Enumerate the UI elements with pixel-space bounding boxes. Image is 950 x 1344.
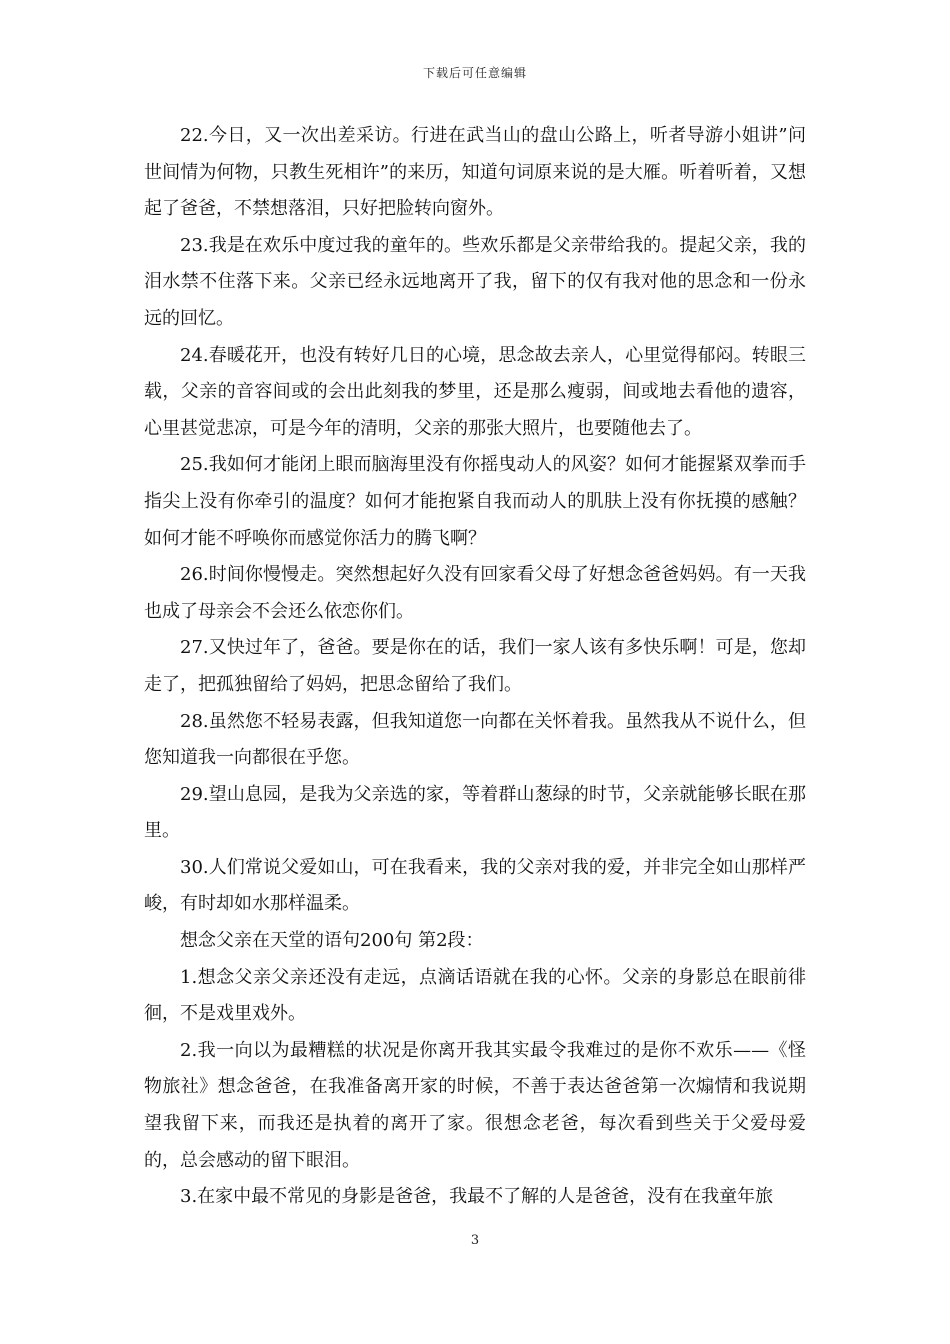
paragraph-24: 24.春暖花开，也没有转好几日的心境，思念故去亲人，心里觉得郁闷。转眼三载，父亲的音容间或的会出此刻我的梦里，还是那么瘦弱，间或地去看他的遗容，心里甚觉悲凉，可是今年的清明，父亲的那张大照片，也要随他去了。 bbox=[144, 344, 806, 439]
paragraph-23: 23.我是在欢乐中度过我的童年的。些欢乐都是父亲带给我的。提起父亲，我的泪水禁不住落下来。父亲已经永远地离开了我，留下的仅有我对他的思念和一份永远的回忆。 bbox=[144, 234, 806, 329]
page-number: 3 bbox=[470, 1233, 480, 1248]
body-text bbox=[144, 118, 806, 1216]
paragraph-29: 29.望山息园，是我为父亲选的家，等着群山葱绿的时节，父亲就能够长眠在那里。 bbox=[144, 783, 806, 842]
paragraph-3: 3.在家中最不常见的身影是爸爸，我最不了解的人是爸爸，没有在我童年旅 bbox=[180, 1186, 774, 1208]
paragraph-1: 1.想念父亲父亲还没有走远，点滴话语就在我的心怀。父亲的身影总在眼前徘徊，不是戏里戏外。 bbox=[144, 966, 806, 1025]
section-heading: 想念父亲在天堂的语句200句 第2段： bbox=[180, 930, 484, 952]
page-header: 下载后可任意编辑 bbox=[422, 66, 527, 80]
paragraph-26: 26.时间你慢慢走。突然想起好久没有回家看父母了好想念爸爸妈妈。有一天我也成了母亲会不会还么依恋你们。 bbox=[144, 564, 806, 622]
paragraph-30: 30.人们常说父爱如山，可在我看来，我的父亲对我的爱，并非完全如山那样严峻，有时却如水那样温柔。 bbox=[144, 856, 806, 915]
paragraph-27: 27.又快过年了，爸爸。要是你在的话，我们一家人该有多快乐啊！可是，您却走了，把孤独留给了妈妈，把思念留给了我们。 bbox=[144, 637, 806, 695]
paragraph-28: 28.虽然您不轻易表露，但我知道您一向都在关怀着我。虽然我从不说什么，但您知道我一向都很在乎您。 bbox=[144, 710, 806, 769]
paragraph-25: 25.我如何才能闭上眼而脑海里没有你摇曳动人的风姿？如何才能握紧双拳而手指尖上没有你牵引的温度？如何才能抱紧自我而动人的肌肤上没有你抚摸的感触？如何才能不呼唤你而感觉你活力的腾飞啊？ bbox=[144, 454, 806, 549]
paragraph-22: 22.今日，又一次出差采访。行进在武当山的盘山公路上，听者导游小姐讲”问世间情为何物，只教生死相许”的来历，知道句词原来说的是大雁。听着听着，又想起了爸爸，不禁想落泪，只好把脸转向窗外。 bbox=[144, 125, 806, 220]
paragraph-2: 2.我一向以为最糟糕的状况是你离开我其实最令我难过的是你不欢乐——《怪物旅社》想念爸爸，在我准备离开家的时候，不善于表达爸爸第一次煽情和我说期望我留下来，而我还是执着的离开了家。很想念老爸，每次看到些关于父爱母爱的，总会感动的留下眼泪。 bbox=[144, 1039, 806, 1171]
